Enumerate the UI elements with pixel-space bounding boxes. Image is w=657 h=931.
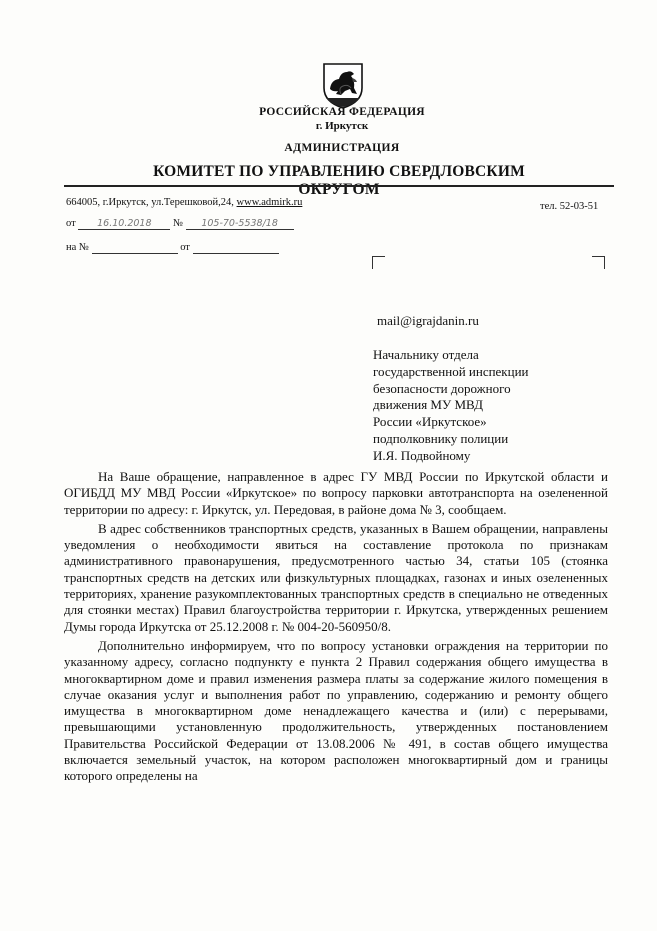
recipient-line: подполковнику полиции bbox=[373, 430, 509, 446]
recipient-line: Начальнику отдела bbox=[373, 347, 479, 362]
body-paragraph: На Ваше обращение, направленное в адрес ГУ МВД России по Иркутской области и ОГИБДД МУ МВД России «Иркутское» по вопросу парковки автотранспорта на озелененной территории по адресу: г. Иркутск, ул. Передовая, в районе дома № 3, сообщаем. bbox=[64, 469, 608, 517]
recipient-email: mail@igrajdanin.ru bbox=[377, 313, 479, 328]
federation-title: РОССИЙСКАЯ ФЕДЕРАЦИЯ bbox=[259, 106, 425, 118]
to-number-blank bbox=[92, 242, 178, 254]
sender-address bbox=[66, 197, 302, 208]
header-divider bbox=[64, 185, 614, 187]
to-date-blank bbox=[193, 242, 279, 254]
committee-title: КОМИТЕТ ПО УПРАВЛЕНИЮ СВЕРДЛОВСКИМ ОКРУГОМ bbox=[153, 163, 525, 198]
recipient-line: безопасности дорожного bbox=[373, 380, 511, 396]
reference-date: 16.10.2018 bbox=[78, 218, 170, 230]
outgoing-reference bbox=[66, 218, 294, 230]
address-block-corner-right bbox=[592, 256, 605, 269]
address-block-corner-left bbox=[372, 256, 385, 269]
recipient-block bbox=[373, 347, 583, 465]
to-number-label: на № bbox=[66, 242, 89, 253]
body-paragraph: В адрес собственников транспортных средств, указанных в Вашем обращении, направлены уведомления о необходимости явиться на составление протокола по признакам административного правонарушения, предусмотренного частью 34, статьи 105 (стоянка транспортных средств на детских или физкультурных площадках, газонах и иных озелененных территориях, хранение разукомплектованных транспортных средств в специально не отведенных для стоянки местах) Правил благоустройства территории г. Иркутска, утвержденных решением Думы города Иркутска от 25.12.2008 г. № 004-20-560950/8. bbox=[64, 520, 608, 634]
recipient-line: И.Я. Подвойному bbox=[373, 447, 471, 463]
website-link[interactable]: www.admirk.ru bbox=[236, 197, 303, 208]
address-text: 664005, г.Иркутск, ул.Терешковой,24, bbox=[66, 197, 234, 208]
recipient-line: движения МУ МВД bbox=[373, 397, 484, 413]
from-label: от bbox=[66, 218, 76, 229]
phone-number: тел. 52-03-51 bbox=[540, 201, 599, 212]
recipient-line: России «Иркутское» bbox=[373, 414, 487, 430]
to-from-label: от bbox=[180, 242, 190, 253]
city-line: г. Иркутск bbox=[315, 120, 369, 132]
letter-body bbox=[64, 469, 608, 785]
number-label: № bbox=[172, 218, 183, 229]
reference-number: 105-70-5538/18 bbox=[186, 218, 294, 230]
irkutsk-coat-of-arms-icon bbox=[321, 58, 365, 110]
administration-title: АДМИНИСТРАЦИЯ bbox=[284, 142, 400, 154]
incoming-reference bbox=[66, 242, 279, 254]
recipient-line: государственной инспекции bbox=[373, 363, 529, 379]
body-paragraph: Дополнительно информируем, что по вопросу установки ограждения на территории по указанному адресу, согласно подпункту е пункта 2 Правил содержания общего имущества в многоквартирном доме и правил изменения размера платы за содержание жилого помещения в случае оказания услуг и выполнения работ по управлению, содержанию и ремонту общего имущества в многоквартирном доме ненадлежащего качества и (или) с перерывами, превышающими установленную продолжительность, утвержденных постановлением Правительства Российской Федерации от 13.08.2006 № 491, в состав общего имущества включается земельный участок, на котором расположен многоквартирный дом и границы которого определены на bbox=[64, 637, 608, 784]
